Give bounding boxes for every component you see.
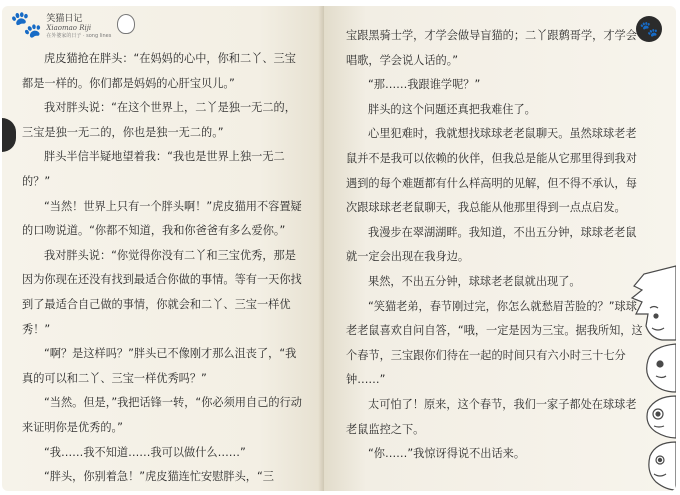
cartoon-face-icon xyxy=(117,14,135,34)
series-logo xyxy=(46,14,111,40)
paragraph: 我对胖头说：“在这个世界上，二丫是独一无二的，三宝是独一无二的，你也是独一无二的。” xyxy=(22,101,296,139)
paragraph: 我对胖头说：“你觉得你没有二丫和三宝优秀，那是因为你现在还没有找到最适合你做的事情。等有一天你找到了最适合自己做的事情，你就会和二丫、三宝一样优秀！” xyxy=(22,248,302,336)
series-title: 笑猫日记 xyxy=(46,14,83,24)
paw-icon: 🐾 xyxy=(10,10,43,40)
paragraph: “啊？是这样吗？”胖头已不像刚才那么沮丧了，“我真的可以和二丫、三宝一样优秀吗？” xyxy=(22,347,297,385)
series-header xyxy=(10,12,135,40)
paragraph: 心里犯难时，我就想找球球老老鼠聊天。虽然球球老老鼠并不是我可以依赖的伙伴，但我总是能从它那里得到我对遇到的每个难题都有什么样高明的见解，但不得不承认，每次跟球球老老鼠聊天，我总能从他那里得到一点点启发。 xyxy=(346,127,637,215)
paragraph: “我……我不知道……我可以做什么……” xyxy=(44,445,246,459)
paragraph: 我漫步在翠湖湖畔。我知道，不出五分钟，球球老老鼠就一定会出现在我身边。 xyxy=(346,225,637,264)
paragraph: “你……”我惊讶得说不出话来。 xyxy=(368,447,526,461)
page-edge-mark xyxy=(2,118,16,152)
paragraph: 太可怕了！原来，这个春节，我们一家子都处在球球老老鼠监控之下。 xyxy=(346,397,637,436)
paragraph: 宝跟黑骑士学，才学会做导盲猫的；二丫跟鹩哥学，才学会唱歌，学会说人话的。” xyxy=(346,29,637,67)
right-page-text xyxy=(346,24,646,467)
right-page xyxy=(324,6,676,491)
paragraph: “胖头，你别着急！”虎皮猫连忙安慰胖头，“三 xyxy=(44,470,274,484)
paragraph: “当然。但是，”我把话锋一转，“你必须用自己的行动来证明你是优秀的。” xyxy=(22,396,302,434)
paragraph: 果然，不出五分钟，球球老老鼠就出现了。 xyxy=(368,274,581,288)
series-subtitle: 在外婆家的日子 · song lines xyxy=(46,33,112,39)
paragraph: “当然！世界上只有一个胖头啊！”虎皮猫用不容置疑的口吻说道。“你都不知道，我和你爸爸有多么爱你。” xyxy=(22,199,302,238)
cartoon-characters-illustration xyxy=(626,264,676,491)
paragraph: “笑猫老弟，春节刚过完，你怎么就愁眉苦脸的？”球球老老鼠喜欢自问自答，“哦，一定是因为三宝。据我所知，这个春节，三宝跟你们待在一起的时间只有六小时三十七分钟……” xyxy=(346,299,643,387)
paragraph: 胖头的这个问题还真把我难住了。 xyxy=(368,102,536,116)
paw-icon: 🐾 xyxy=(636,16,662,42)
paragraph: 虎皮猫抢在胖头：“在妈妈的心中，你和二丫、三宝都是一样的。你们都是妈妈的心肝宝贝儿。” xyxy=(22,52,296,90)
left-page-text xyxy=(22,47,302,490)
left-page xyxy=(2,6,324,491)
series-en-title: Xiaomao Riji xyxy=(46,24,92,32)
paragraph: 胖头半信半疑地望着我：“我也是世界上独一无二的？” xyxy=(22,150,285,188)
paragraph: “那……我跟谁学呢？” xyxy=(368,78,481,92)
